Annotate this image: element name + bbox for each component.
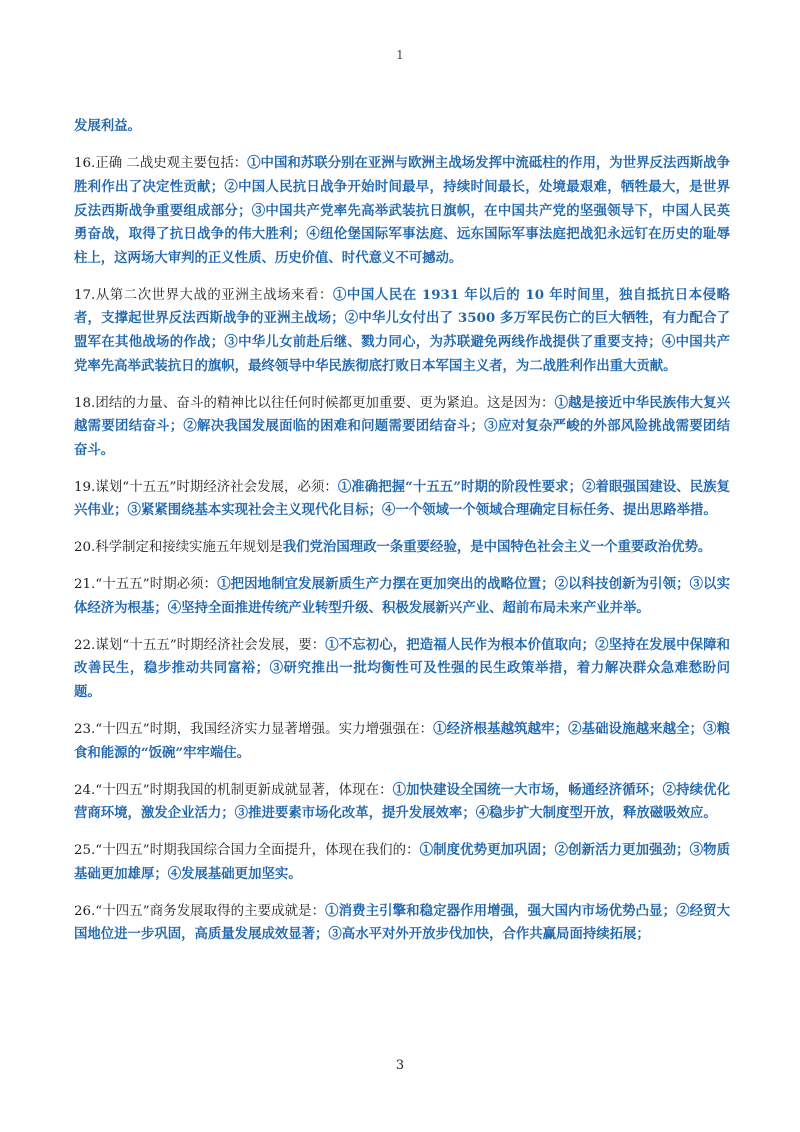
header-mark: 1 <box>396 48 404 62</box>
answer-text: 发展利益。 <box>74 118 141 135</box>
question-24 <box>74 779 730 826</box>
answer-text: ①把因地制宜发展新质生产力摆在更加突出的战略位置；②以科技创新为引领；③以实体经济为根基；④坚持全面推进传统产业转型升级、积极发展新兴产业、超前布局未来产业并举。 <box>74 576 730 616</box>
question-22 <box>74 634 730 705</box>
answer-text: 我们党治国理政一条重要经验，是中国特色社会主义一个重要政治优势。 <box>282 539 712 556</box>
question-text: 25.“十四五”时期我国综合国力全面提升，体现在我们的： <box>74 843 420 859</box>
answer-text: ①中国和苏联分别在亚洲与欧洲主战场发挥中流砥柱的作用，为世界反法西斯战争胜利作出了决定性贡献；②中国人民抗日战争开始时间最早，持续时间最长，处境最艰难，牺牲最大，是世界反法西斯战争重要组成部分；③中国共产党率先高举武装抗日旗帜，在中国共产党的坚强领导下，中国人民英勇奋战，取得了抗日战争的伟大胜利；④纽伦堡国际军事法庭、远东国际军事法庭把战犯永远钉在历史的耻辱柱上，这两场大审判的正义性质、历史价值、时代意义不可撼动。 <box>74 155 730 266</box>
question-26 <box>74 900 730 947</box>
question-text: 22.谋划“十五五”时期经济社会发展，要： <box>74 637 326 653</box>
question-18 <box>74 392 730 463</box>
question-text: 19.谋划“十五五”时期经济社会发展，必须： <box>74 479 338 495</box>
answer-text: ①准确把握“十五五”时期的阶段性要求；②着眼强国建设、民族复兴伟业；③紧紧围绕基本实现社会主义现代化目标；④一个领域一个领域合理确定目标任务、提出思路举措。 <box>74 478 730 519</box>
question-text: 21.“十五五”时期必须： <box>74 577 218 593</box>
question-19 <box>74 476 730 523</box>
question-20 <box>74 536 730 560</box>
question-text: 16.正确 二战史观主要包括： <box>74 156 248 172</box>
question-text: 17.从第二次世界大战的亚洲主战场来看： <box>74 287 333 303</box>
answer-text: ①制度优势更加巩固；②创新活力更加强劲；③物质基础更加雄厚；④发展基础更加坚实。 <box>74 842 730 882</box>
answer-text: ①消费主引擎和稳定器作用增强，强大国内市场优势凸显；②经贸大国地位进一步巩固，高质量发展成效显著；③高水平对外开放步伐加快，合作共赢局面持续拓展； <box>74 902 730 943</box>
question-23 <box>74 718 730 765</box>
question-text: 18.团结的力量、奋斗的精神比以往任何时候都更加重要、更为紧迫。这是因为： <box>74 395 555 411</box>
question-17 <box>74 284 730 378</box>
answer-text: ①中国人民在 1931 年以后的 10 年时间里，独自抵抗日本侵略者，支撑起世界反法西斯战争的亚洲主战场；②中华儿女付出了 3500 多万军民伤亡的巨大牺牲，有力配合了盟军在其他战场的作战；③中华儿女前赴后继、戮力同心，为苏联避免两线作战提供了重要支持；④中国共产党率先高举武装抗日的旗帜，最终领导中华民族彻底打败日本军国主义者，为二战胜利作出重大贡献。 <box>74 286 730 374</box>
question-16 <box>74 152 730 270</box>
question-text: 23.“十四五”时期，我国经济实力显著增强。实力增强强在： <box>74 721 434 737</box>
paragraph-continuation <box>74 115 730 139</box>
question-text: 26.“十四五”商务发展取得的主要成就是： <box>74 903 326 919</box>
answer-text: ①不忘初心，把造福人民作为根本价值取向；②坚持在发展中保障和改善民生，稳步推动共同富裕；③研究推出一批均衡性可及性强的民生政策举措，着力解决群众急难愁盼问题。 <box>74 636 730 700</box>
question-21 <box>74 573 730 620</box>
question-text: 20.科学制定和接续实施五年规划是 <box>74 540 283 556</box>
page-number: 3 <box>395 1058 405 1073</box>
document-body <box>74 102 730 958</box>
question-25 <box>74 839 730 886</box>
answer-text: ①加快建设全国统一大市场，畅通经济循环；②持续优化营商环境，激发企业活力；③推进要素市场化改革，提升发展效率；④稳步扩大制度型开放，释放磁吸效应。 <box>74 781 730 822</box>
question-text: 24.“十四五”时期我国的机制更新成就显著，体现在： <box>74 782 393 798</box>
answer-text: ①越是接近中华民族伟大复兴越需要团结奋斗；②解决我国发展面临的困难和问题需要团结奋斗；③应对复杂严峻的外部风险挑战需要团结奋斗。 <box>74 394 731 458</box>
answer-text: ①经济根基越筑越牢；②基础设施越来越全；③粮食和能源的“饭碗”牢牢端住。 <box>74 720 730 761</box>
